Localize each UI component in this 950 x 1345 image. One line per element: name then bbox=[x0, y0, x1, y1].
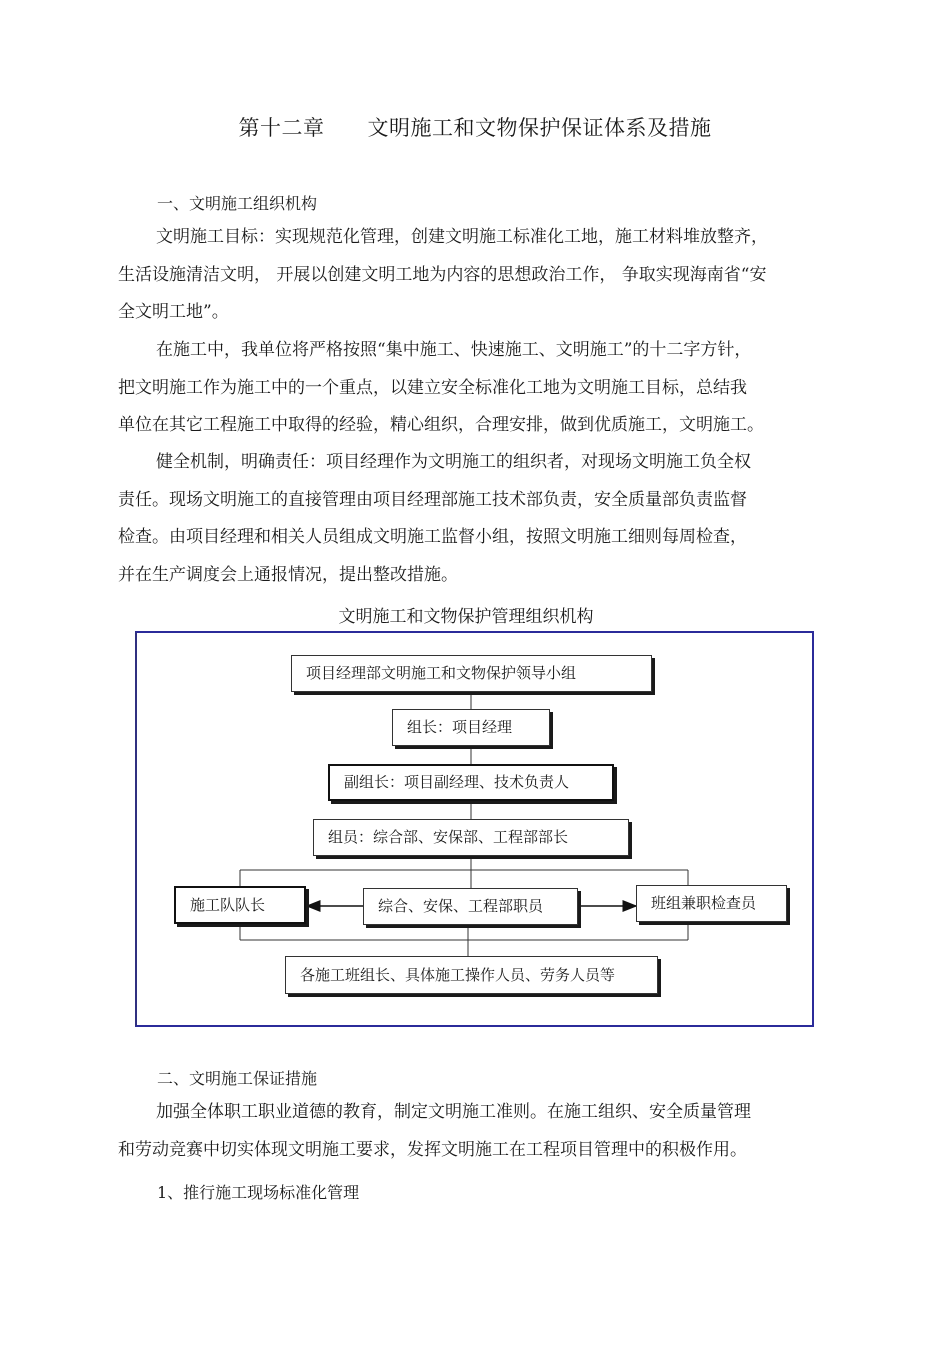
node-workers: 各施工班组长、具体施工操作人员、劳务人员等 bbox=[285, 956, 658, 994]
org-chart-caption: 文明施工和文物保护管理组织机构 bbox=[338, 607, 594, 627]
node-inspector: 班组兼职检查员 bbox=[636, 885, 787, 922]
chapter-title: 第十二章 文明施工和文物保护保证体系及措施 bbox=[238, 116, 712, 140]
paragraph-line: 责任。现场文明施工的直接管理由项目经理部施工技术部负责，安全质量部负责监督 bbox=[118, 489, 747, 510]
paragraph-line: 加强全体职工职业道德的教育，制定文明施工准则。在施工组织、安全质量管理 bbox=[156, 1102, 751, 1122]
paragraph-line: 文明施工目标：实现规范化管理，创建文明施工标准化工地，施工材料堆放整齐， bbox=[156, 227, 768, 247]
subsection-heading: 1、推行施工现场标准化管理 bbox=[157, 1183, 360, 1202]
paragraph-ethics bbox=[118, 1094, 838, 1169]
node-leader-group: 项目经理部文明施工和文物保护领导小组 bbox=[291, 655, 652, 692]
paragraph-line: 全文明工地”。 bbox=[118, 302, 229, 322]
paragraph-line: 单位在其它工程施工中取得的经验，精心组织，合理安排，做到优质施工，文明施工。 bbox=[118, 415, 764, 435]
paragraph-line: 检查。由项目经理和相关人员组成文明施工监督小组，按照文明施工细则每周检查， bbox=[118, 527, 747, 547]
section-heading-organization: 一、文明施工组织机构 bbox=[157, 194, 318, 213]
paragraph-line: 生活设施清洁文明， 开展以创建文明工地为内容的思想政治工作， 争取实现海南省“安 bbox=[118, 264, 767, 285]
paragraph-line: 把文明施工作为施工中的一个重点，以建立安全标准化工地为文明施工目标，总结我 bbox=[118, 377, 747, 398]
section-heading-measures: 二、文明施工保证措施 bbox=[157, 1069, 318, 1088]
node-members: 组员：综合部、安保部、工程部部长 bbox=[313, 819, 629, 856]
paragraph-line: 在施工中，我单位将严格按照“集中施工、快速施工、文明施工”的十二字方针， bbox=[156, 340, 752, 360]
paragraph-line: 和劳动竞赛中切实体现文明施工要求，发挥文明施工在工程项目管理中的积极作用。 bbox=[118, 1139, 747, 1160]
node-staff: 综合、安保、工程部职员 bbox=[363, 888, 578, 925]
node-group-leader: 组长：项目经理 bbox=[392, 709, 550, 746]
paragraph-line: 健全机制，明确责任：项目经理作为文明施工的组织者，对现场文明施工负全权 bbox=[156, 452, 751, 472]
paragraph-line: 并在生产调度会上通报情况，提出整改措施。 bbox=[118, 564, 458, 585]
node-deputy-leader: 副组长：项目副经理、技术负责人 bbox=[328, 764, 614, 801]
node-team-captain: 施工队队长 bbox=[174, 886, 306, 924]
